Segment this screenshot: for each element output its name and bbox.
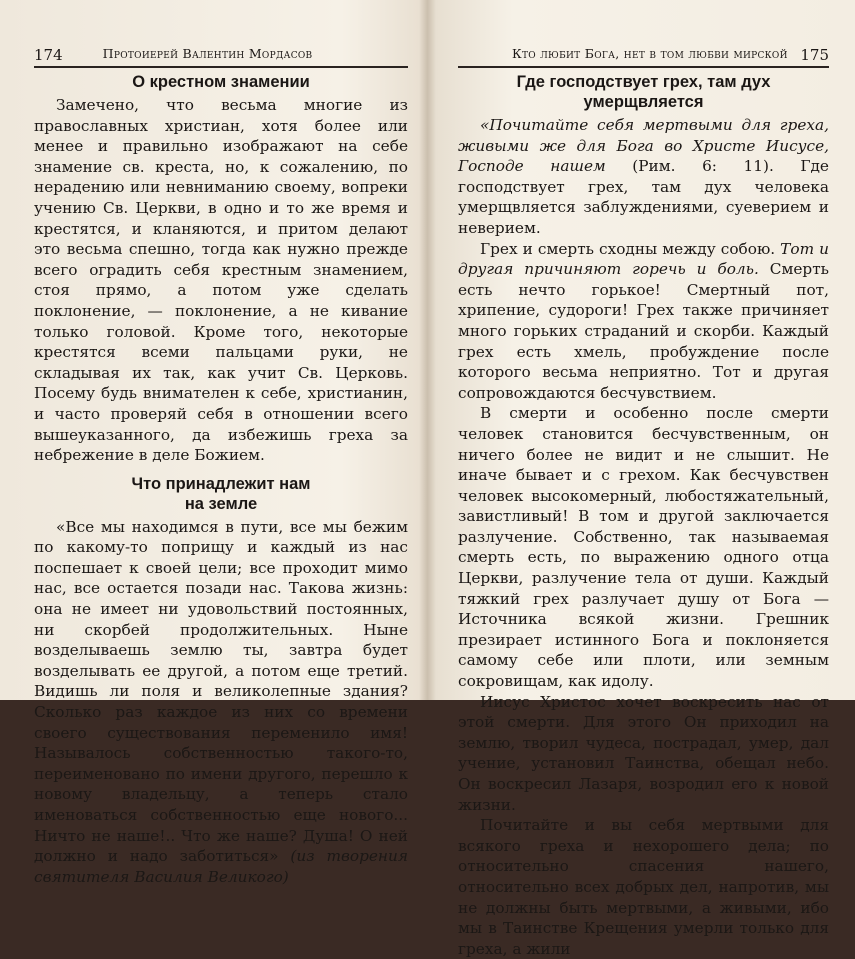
- section-heading-greh: [458, 72, 829, 112]
- paragraph-2: [458, 239, 829, 404]
- left-header-rule: [34, 66, 408, 68]
- paragraph-krestnoe: Замечено, что весьма многие из православных христиан, хотя более или менее и правильно изображают на себе знамение св. креста, но, к сожалению, по нерадению или невниманию своему, вопреки учению Св. Церкви, в одно и то же время и крестятся, и кланяются, и притом делают это весьма спешно, тогда как нужно прежде всего оградить себя крестным знамением, стоя прямо, а потом уже сделать поклонение, — поклонение, а не кивание только головой. Кроме того, некоторые крестятся всеми пальцами руки, не складывая их так, как учит Св. Церковь. Посему будь внимателен к себе, христианин, и часто проверяй себя в отношении всего вышеуказанного, да избежишь греха за небрежение в деле Божием.: [34, 96, 408, 465]
- quote-text: «Все мы находимся в пути, все мы бежим по какому-то поприщу и каждый из нас поспешает к своей цели; все проходит мимо нас, все остается позади нас. Такова жизнь: она не имеет ни удовольствий постоянных, ни скорбей продолжительных. Ныне возделываешь землю ты, завтра будет возделывать ее другой, а потом еще третий. Видишь ли поля и великолепные здания? Сколько раз каждое из них со времени своего существования переменило имя! Называлось собственностью такого-то, переименовано по имени другого, перешло к новому владельцу, а теперь стало именоваться собственностью еще нового... Ничто не наше!.. Что же наше? Душа! О ней должно и надо заботиться»: [34, 517, 408, 866]
- heading-line-1: Что принадлежит нам: [131, 474, 311, 493]
- paragraph-4: Иисус Христос хочет воскресить нас от этой смерти. Для этого Он приходил на землю, творил чудеса, пострадал, умер, дал учение, установил Таинства, обещал небо. Он воскресил Лазаря, возродил его к новой жизни.: [458, 692, 829, 814]
- right-header-rule: [458, 66, 829, 68]
- right-page-number: 175: [800, 46, 829, 64]
- paragraph-1-rest: Где господствует грех, там дух человека умерщвляется заблуждениями, суеверием и неверием.: [458, 157, 829, 237]
- heading-line-2: умерщвляется: [583, 93, 704, 111]
- left-page-content: [34, 70, 408, 887]
- left-page-number: 174: [34, 46, 63, 64]
- right-page-content: [458, 70, 829, 959]
- right-running-header: [458, 46, 829, 64]
- quote-source: (из творения святителя Василия Великого): [34, 847, 408, 886]
- section-heading-krestnoe: О крестном знамении: [132, 73, 310, 91]
- paragraph-2-rest: Смерть есть нечто горькое! Смертный пот, хрипение, судороги! Грех также причиняет много горьких страданий и скорби. Каждый грех есть хмель, пробуждение после которого весьма неприятно. Тот и другая сопровождаются бесчувствием.: [458, 260, 829, 402]
- heading-line-1: Где господствует грех, там дух: [516, 73, 771, 91]
- section-heading-zemlya: [34, 474, 408, 514]
- paragraph-zemlya: [34, 517, 408, 888]
- right-page: [438, 0, 855, 958]
- paragraph-2-start: Грех и смерть сходны между собою.: [480, 239, 776, 258]
- paragraph-3: В смерти и особенно после смерти человек становится бесчувственным, он ничего более не видит и не слышит. Не иначе бывает и с грехом. Как бесчувствен человек высокомерный, любостяжательный, завистливый! В том и другой заключается разлучение. Собственно, так называемая смерть есть, по выражению одного отца Церкви, разлучение тела от души. Каждый тяжкий грех разлучает душу от Бога — Источника всякой жизни. Грешник презирает истинного Бога и поклоняется самому себе или плоти, или земным сокровищам, как идолу.: [458, 404, 829, 691]
- paragraph-5: Почитайте и вы себя мертвыми для всякого греха и нехорошего дела; по относительно спасения нашего, относительно всех добрых дел, напротив, мы не должны быть мертвыми, а живыми, ибо мы в Таинстве Крещения умерли только для греха, а жили: [458, 816, 829, 958]
- left-running-header: [34, 46, 408, 64]
- scripture-reference: (Рим. 6: 11).: [632, 157, 774, 176]
- paragraph-1: [458, 115, 829, 239]
- scripture-quote: «Почитайте себя мертвыми для греха, живыми же для Бога во Христе Иисусе, Господе нашем: [458, 116, 829, 176]
- paragraph-2-italic: Тот и другая причиняют горечь и боль.: [458, 239, 829, 279]
- left-running-title: Протоиерей Валентин Мордасов: [102, 46, 313, 61]
- right-running-title: Кто любит Бога, нет в том любви мирской: [512, 46, 788, 61]
- heading-line-2: на земле: [184, 494, 258, 513]
- left-page: [0, 0, 422, 886]
